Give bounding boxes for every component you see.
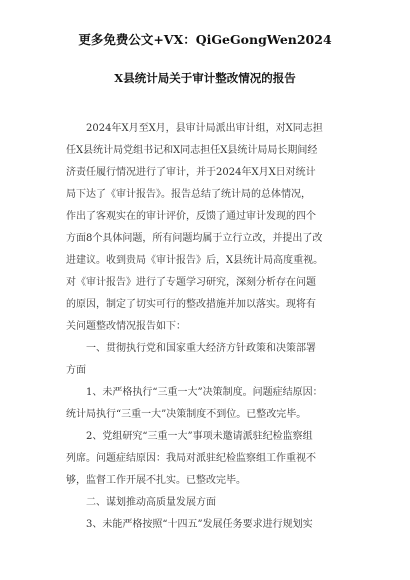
text-line: 关问题整改情况报告如下：	[66, 321, 186, 332]
text-line: 方面8个具体问题，所有问题均属于立行立改，并提出了改	[66, 233, 323, 244]
text-line: 对《审计报告》进行了专题学习研究，深刻分析存在问题	[66, 277, 316, 288]
text-line: 2、党组研究“三重一大”事项未邀请派驻纪检监察组	[66, 431, 313, 442]
text-line: 的原因，制定了切实可行的整改措施并加以落实。现将有	[66, 299, 316, 310]
text-line: 一、贯彻执行党和国家重大经济方针政策和决策部署	[66, 343, 316, 354]
item-1-paragraph	[66, 382, 349, 426]
text-line: 1、未严格执行“三重一大”决策制度。问题症结原因：	[66, 387, 323, 398]
text-line: 2024年X月至X月，县审计局派出审计组，对X同志担	[66, 123, 323, 134]
text-line: 二、谋划推动高质量发展方面	[66, 497, 216, 508]
text-line: 进建议。收到贵局《审计报告》后，X县统计局高度重视。	[66, 255, 324, 266]
promo-header: 更多免费公文+VX：QiGeGongWen2024	[78, 32, 332, 47]
text-line: 3、未能严格按照“十四五”发展任务要求进行规划实	[66, 519, 313, 530]
document-title: X县统计局关于审计整改情况的报告	[114, 71, 296, 85]
text-line: 作出了客观实在的审计评价，反馈了通过审计发现的四个	[66, 211, 316, 222]
intro-paragraph	[66, 118, 349, 338]
section-heading-2	[66, 492, 349, 514]
text-line: 济责任履行情况进行了审计，并于2024年X月X日对统计	[66, 167, 316, 178]
section-heading-1	[66, 338, 349, 382]
text-line: 统计局执行“三重一大”决策制度不到位。已整改完毕。	[66, 409, 307, 420]
text-line: 任X县统计局党组书记和X同志担任X县统计局局长期间经	[66, 145, 318, 156]
text-line: 列席。问题症结原因：我局对派驻纪检监察组工作重视不	[66, 453, 316, 464]
item-3-paragraph	[66, 514, 349, 536]
text-line: 方面	[66, 365, 86, 376]
text-line: 够，监督工作开展不扎实。已整改完毕。	[66, 475, 246, 486]
text-line: 局下达了《审计报告》。报告总结了统计局的总体情况，	[66, 189, 311, 200]
item-2-paragraph	[66, 426, 349, 492]
